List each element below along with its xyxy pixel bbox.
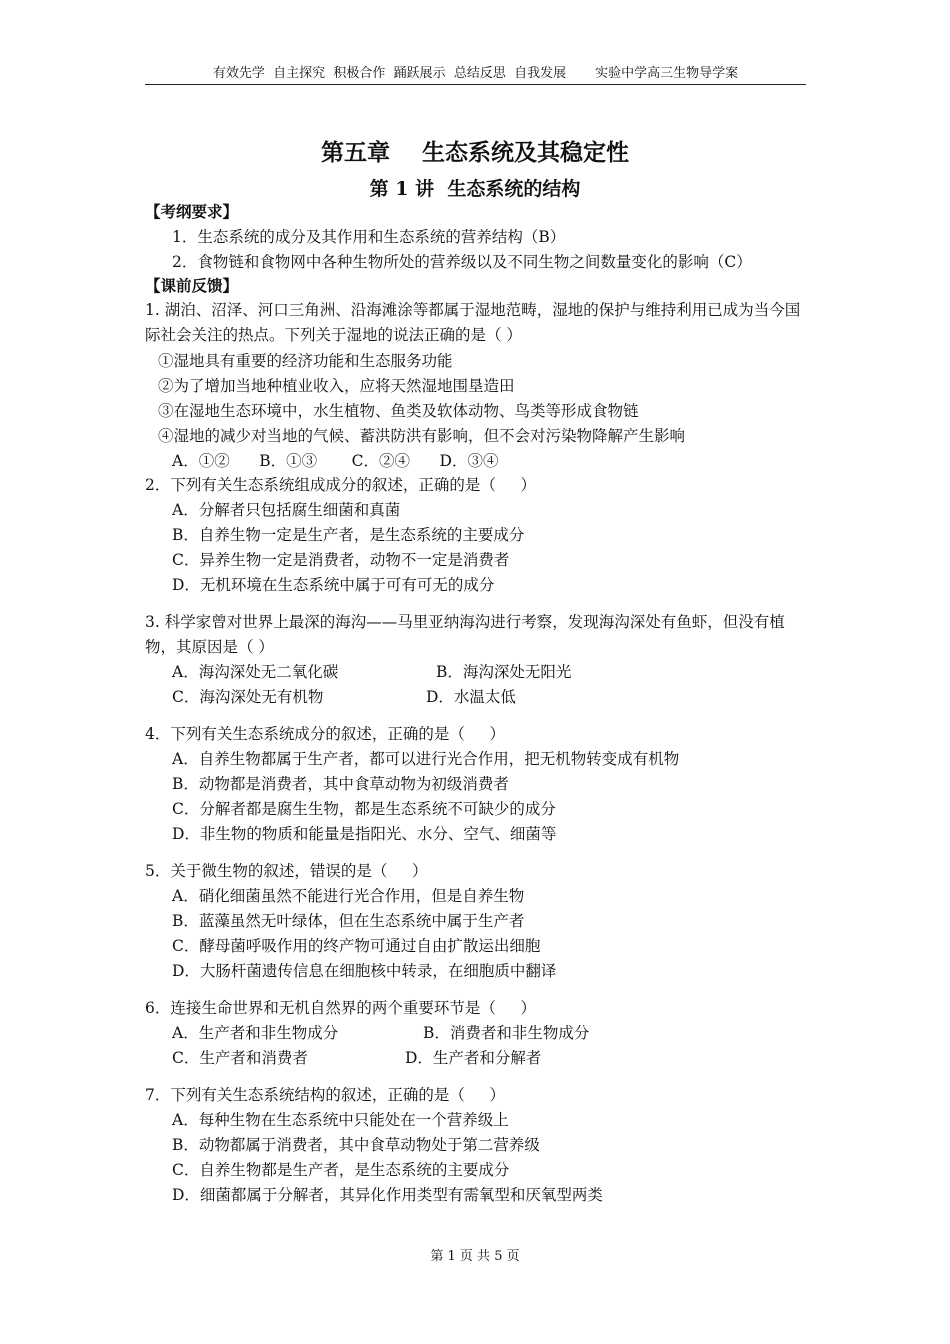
question-1-statement: ②为了增加当地种植业收入，应将天然湿地围垦造田 (158, 377, 515, 395)
question-3-option: D．水温太低 (426, 688, 516, 706)
question-2-stem: 2．下列有关生态系统组成成分的叙述，正确的是（ ） (145, 476, 536, 494)
question-3-option: C．海沟深处无有机物 (172, 688, 324, 706)
question-1-statement: ④湿地的减少对当地的气候、蓄洪防洪有影响，但不会对污染物降解产生影响 (158, 427, 686, 445)
page-footer: 第 1 页 共 5 页 (430, 1249, 520, 1264)
question-5-stem: 5．关于微生物的叙述，错误的是（ ） (145, 862, 428, 880)
question-7-stem: 7．下列有关生态系统结构的叙述，正确的是（ ） (145, 1086, 505, 1104)
exam-requirement-item: 1．生态系统的成分及其作用和生态系统的营养结构（B） (172, 228, 566, 246)
question-6-stem: 6．连接生命世界和无机自然界的两个重要环节是（ ） (145, 999, 536, 1017)
question-1-statement: ①湿地具有重要的经济功能和生态服务功能 (158, 352, 453, 370)
question-4-option: D．非生物的物质和能量是指阳光、水分、空气、细菌等 (172, 825, 557, 843)
question-2-option: D．无机环境在生态系统中属于可有可无的成分 (172, 576, 495, 594)
preview-feedback-heading: 【课前反馈】 (145, 276, 239, 295)
question-4-option: C．分解者都是腐生生物，都是生态系统不可缺少的成分 (172, 800, 556, 818)
question-3-option: A．海沟深处无二氧化碳 (172, 663, 339, 681)
question-5-option: A．硝化细菌虽然不能进行光合作用，但是自养生物 (172, 887, 525, 905)
question-3-stem: 3. 科学家曾对世界上最深的海沟——马里亚纳海沟进行考察，发现海沟深处有鱼虾，但没有植物，其原因是（ ） (145, 613, 785, 656)
question-1-statement: ③在湿地生态环境中，水生植物、鱼类及软体动物、鸟类等形成食物链 (158, 402, 639, 420)
question-2-option: B．自养生物一定是生产者，是生态系统的主要成分 (172, 526, 525, 544)
exam-requirements-heading: 【考纲要求】 (145, 202, 239, 221)
lesson-title: 第 1 讲 生态系统的结构 (369, 178, 581, 200)
chapter-title: 第五章 生态系统及其稳定性 (320, 139, 630, 166)
exam-requirement-item: 2．食物链和食物网中各种生物所处的营养级以及不同生物之间数量变化的影响（C） (172, 253, 752, 271)
question-7-option: A．每种生物在生态系统中只能处在一个营养级上 (172, 1111, 509, 1129)
question-4-option: B．动物都是消费者，其中食草动物为初级消费者 (172, 775, 509, 793)
question-5-option: B．蓝藻虽然无叶绿体，但在生态系统中属于生产者 (172, 912, 525, 930)
question-7-option: C．自养生物都是生产者，是生态系统的主要成分 (172, 1161, 510, 1179)
question-6-option: C．生产者和消费者 (172, 1049, 308, 1067)
question-5-option: C．酵母菌呼吸作用的终产物可通过自由扩散运出细胞 (172, 937, 541, 955)
question-7-option: B．动物都属于消费者，其中食草动物处于第二营养级 (172, 1136, 540, 1154)
question-2-option: A．分解者只包括腐生细菌和真菌 (172, 501, 401, 519)
question-2-option: C．异养生物一定是消费者，动物不一定是消费者 (172, 551, 510, 569)
question-4-stem: 4．下列有关生态系统成分的叙述，正确的是（ ） (145, 725, 505, 743)
question-7-option: D．细菌都属于分解者，其异化作用类型有需氧型和厌氧型两类 (172, 1186, 603, 1204)
page-header: 有效先学 自主探究 积极合作 踊跃展示 总结反思 自我发展 实验中学高三生物导学案 (145, 66, 806, 85)
question-3-option: B．海沟深处无阳光 (436, 663, 572, 681)
question-1-options: A．①② B．①③ C．②④ D．③④ (172, 452, 499, 470)
question-5-option: D．大肠杆菌遗传信息在细胞核中转录，在细胞质中翻译 (172, 962, 557, 980)
question-4-option: A．自养生物都属于生产者，都可以进行光合作用，把无机物转变成有机物 (172, 750, 680, 768)
question-6-option: A．生产者和非生物成分 (172, 1024, 339, 1042)
question-6-option: B．消费者和非生物成分 (423, 1024, 590, 1042)
question-1-stem: 1. 湖泊、沼泽、河口三角洲、沿海滩涂等都属于湿地范畴，湿地的保护与维持利用已成为当今国际社会关注的热点。下列关于湿地的说法正确的是（ ） (145, 301, 801, 344)
question-6-option: D．生产者和分解者 (405, 1049, 542, 1067)
